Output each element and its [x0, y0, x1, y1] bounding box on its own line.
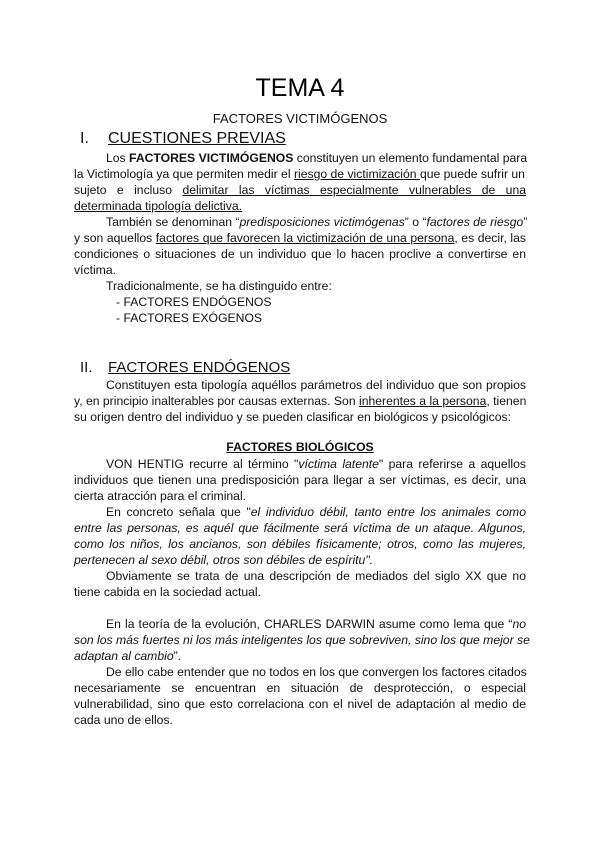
list-item-endogenos: - FACTORES ENDÓGENOS: [116, 295, 272, 309]
s2-p2-line1: VON HENTIG recurre al término "víctima latente" para referirse a aquellos: [106, 457, 526, 471]
section-1-number: I.: [80, 130, 89, 147]
s1-p1-line2: la Victimología ya que permiten medir el riesgo de victimización que puede sufrir un: [74, 167, 525, 181]
s1-p3: Tradicionalmente, se ha distinguido entre:: [106, 279, 332, 293]
s1-p2-line2: y son aquellos factores que favorecen la victimización de una persona, es decir, las: [74, 231, 526, 245]
section-2-number: II.: [80, 359, 93, 376]
section-2-title: FACTORES ENDÓGENOS: [108, 359, 291, 376]
s2-p5-line2: son los más fuertes ni los más inteligentes los que sobreviven, sino los que mejor se: [74, 633, 530, 647]
s2-p6-line4: cada uno de ellos.: [74, 713, 173, 727]
list-item-exogenos: - FACTORES EXÓGENOS: [116, 311, 263, 325]
s1-p1-line4: determinada tipología delictiva.: [74, 199, 243, 213]
s1-p2-line4: víctima.: [74, 263, 116, 277]
section-1-title: CUESTIONES PREVIAS: [108, 130, 286, 147]
s2-p5-line1: En la teoría de la evolución, CHARLES DARWIN asume como lema que “no: [106, 617, 526, 631]
s2-p4-line2: tiene cabida en la sociedad actual.: [74, 585, 262, 599]
s2-p3-line3: como los niños, los ancianos, son débiles físicamente; otros, como las mujeres,: [74, 537, 526, 551]
s2-p2-line3: cierta atracción para el criminal.: [74, 489, 247, 503]
s2-p6-line2: necesariamente se encuentran en situación de desprotección, o especial: [74, 681, 526, 695]
s2-p6-line1: De ello cabe entender que no todos en los que convergen los factores citados: [106, 665, 527, 679]
s2-p1-line2: y, en principio inalterables por causas externas. Son inherentes a la persona, tienen: [74, 394, 527, 408]
s2-p4-line1: Obviamente se trata de una descripción de mediados del siglo XX que no: [106, 569, 526, 583]
subheading-factores-biologicos: FACTORES BIOLÓGICOS: [226, 440, 374, 454]
s2-p3-line1: En concreto señala que "el individuo débil, tanto entre los animales como: [106, 505, 526, 519]
section-1-heading: [80, 129, 286, 148]
s1-p1-line1: Los FACTORES VICTIMÓGENOS constituyen un elemento fundamental para: [106, 151, 528, 165]
page-title: TEMA 4: [255, 74, 345, 102]
s2-p1-line1: Constituyen esta tipología aquéllos parámetros del individuo que son propios: [106, 378, 526, 392]
s1-p1-line3: sujeto e incluso delimitar las víctimas especialmente vulnerables de una: [74, 183, 526, 197]
page-subtitle: FACTORES VICTIMÓGENOS: [212, 111, 388, 126]
s2-p3-line4: pertenecen al sexo débil, otros son débiles de espíritu".: [74, 553, 374, 567]
s2-p1-line3: su origen dentro del individuo y se pueden clasificar en biológicos y psicológicos:: [74, 410, 511, 424]
s1-p2-line3: condiciones o situaciones de un individuo que lo hacen proclive a convertirse en: [74, 247, 526, 261]
s1-p2-line1: También se denominan “predisposiciones victimógenas” o “factores de riesgo”: [106, 215, 528, 229]
section-2-heading: [80, 358, 290, 377]
s2-p3-line2: entre las personas, es aquél que fácilmente será víctima de un ataque. Algunos,: [74, 521, 526, 535]
s2-p5-line3: adaptan al cambio”.: [74, 649, 182, 663]
s2-p2-line2: individuos que tienen una predisposición para llegar a ser víctimas, es decir, una: [74, 473, 526, 487]
s2-p6-line3: vulnerabilidad, sino que esto correlaciona con el nivel de adaptación al medio de: [74, 697, 526, 711]
